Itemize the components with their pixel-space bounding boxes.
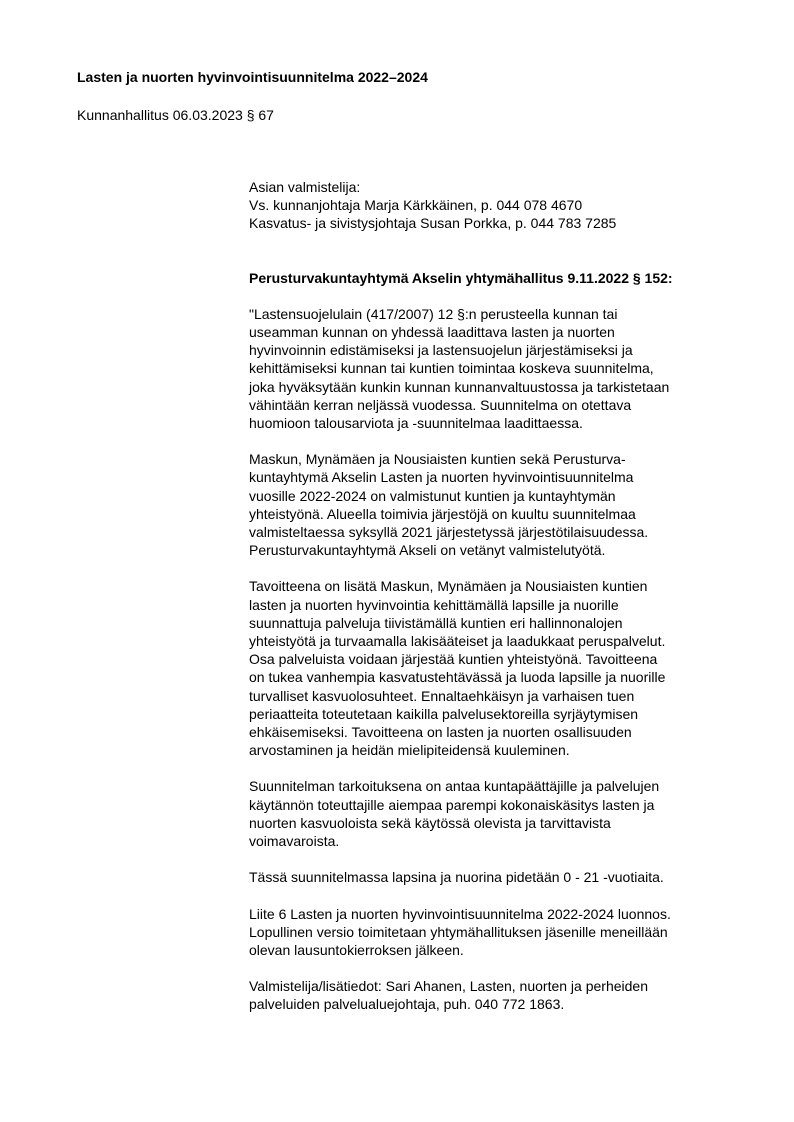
paragraph-line: palveluiden palvelualuejohtaja, puh. 040 772 1863.	[249, 996, 565, 1013]
paragraph-line: vuosille 2022-2024 on valmistunut kuntien ja kuntayhtymän	[249, 487, 616, 504]
paragraph-line: kehittämiseksi kunnan tai kuntien toimintaa koskeva suunnitelma,	[249, 360, 654, 377]
paragraph-line: Valmistelija/lisätiedot: Sari Ahanen, Lasten, nuorten ja perheiden	[249, 978, 648, 995]
paragraph-line: vähintään kerran neljässä vuodessa. Suunnitelma on otettava	[249, 396, 632, 413]
paragraph-line: yhteistyötä ja turvaamalla lakisääteiset ja laadukkaat peruspalvelut.	[249, 633, 666, 650]
paragraph-line: ehkäisemiseksi. Tavoitteena on lasten ja nuorten osallisuuden	[249, 724, 632, 741]
paragraph-line: voimavaroista.	[249, 833, 340, 850]
paragraph-legal-basis	[249, 305, 749, 432]
preparer-line: Vs. kunnanjohtaja Marja Kärkkäinen, p. 044 078 4670	[249, 197, 583, 214]
paragraph-line: Perusturvakuntayhtymä Akseli on vetänyt valmistelutyötä.	[249, 542, 606, 559]
paragraph-line: hyvinvoinnin edistämiseksi ja lastensuojelun järjestämiseksi ja	[249, 342, 633, 359]
paragraph-line: on tukea vanhempia kasvatustehtävässä ja luoda lapsille ja nuorille	[249, 669, 666, 686]
paragraph-line: lasten ja nuorten hyvinvointia kehittämällä lapsille ja nuorille	[249, 596, 619, 613]
paragraph-line: arvostaminen ja heidän mielipiteidensä kuuleminen.	[249, 742, 570, 759]
paragraph-line: Maskun, Mynämäen ja Nousiaisten kuntien sekä Perusturva-	[249, 451, 626, 468]
paragraph-line: Tässä suunnitelmassa lapsina ja nuorina pidetään 0 - 21 -vuotiaita.	[249, 869, 664, 886]
paragraph-line: yhteistyönä. Alueella toimivia järjestöjä on kuultu suunnitelmaa	[249, 505, 636, 522]
section-heading: Perusturvakuntayhtymä Akselin yhtymähallitus 9.11.2022 § 152:	[249, 269, 673, 286]
paragraph-line: "Lastensuojelulain (417/2007) 12 §:n perusteella kunnan tai	[249, 305, 618, 322]
paragraph-preparation	[249, 450, 749, 559]
paragraph-line: huomioon talousarviota ja -suunnitelmaa laadittaessa.	[249, 415, 583, 432]
paragraph-line: useamman kunnan on yhdessä laadittava lasten ja nuorten	[249, 324, 615, 341]
paragraph-line: valmisteltaessa syksyllä 2021 järjestetyssä järjestötilaisuudessa.	[249, 524, 649, 541]
preparers-label: Asian valmistelija:	[249, 179, 361, 195]
paragraph-line: Lopullinen versio toimitetaan yhtymähallituksen jäsenille meneillään	[249, 923, 668, 940]
paragraph-purpose	[249, 777, 749, 850]
paragraph-line: käytännön toteuttajille aiempaa parempi kokonaiskäsitys lasten ja	[249, 796, 655, 813]
paragraph-line: nuorten kasvuoloista sekä käytössä olevista ja tarvittavista	[249, 814, 611, 831]
paragraph-line: Tavoitteena on lisätä Maskun, Mynämäen ja Nousiaisten kuntien	[249, 578, 648, 595]
paragraph-attachment	[249, 905, 749, 960]
preparers-block	[249, 178, 749, 233]
paragraph-line: Suunnitelman tarkoituksena on antaa kuntapäättäjille ja palvelujen	[249, 778, 660, 795]
document-body	[249, 178, 749, 1014]
paragraph-line: joka hyväksytään kunkin kunnan kunnanvaltuustossa ja tarkistetaan	[249, 378, 670, 395]
paragraph-line: periaatteita toteutetaan kaikilla palvelusektoreilla syrjäytymisen	[249, 705, 639, 722]
section-heading-block	[249, 269, 749, 287]
paragraph-age-range	[249, 868, 749, 886]
paragraph-line: olevan lausuntokierroksen jälkeen.	[249, 941, 464, 958]
document-title: Lasten ja nuorten hyvinvointisuunnitelma 2022–2024	[77, 69, 428, 85]
preparer-line: Kasvatus- ja sivistysjohtaja Susan Porkka, p. 044 783 7285	[249, 215, 617, 232]
paragraph-line: Osa palveluista voidaan järjestää kuntien yhteistyönä. Tavoitteena	[249, 651, 658, 668]
paragraph-contact	[249, 977, 749, 1013]
paragraph-goals	[249, 577, 749, 759]
paragraph-line: Liite 6 Lasten ja nuorten hyvinvointisuunnitelma 2022-2024 luonnos.	[249, 905, 671, 922]
meeting-reference: Kunnanhallitus 06.03.2023 § 67	[77, 107, 274, 123]
paragraph-line: turvalliset kasvuolosuhteet. Ennaltaehkäisyn ja varhaisen tuen	[249, 687, 635, 704]
paragraph-line: kuntayhtymä Akselin Lasten ja nuorten hyvinvointisuunnitelma	[249, 469, 634, 486]
paragraph-line: suunnattuja palveluja tiivistämällä kuntien eri hallinnonalojen	[249, 614, 623, 631]
